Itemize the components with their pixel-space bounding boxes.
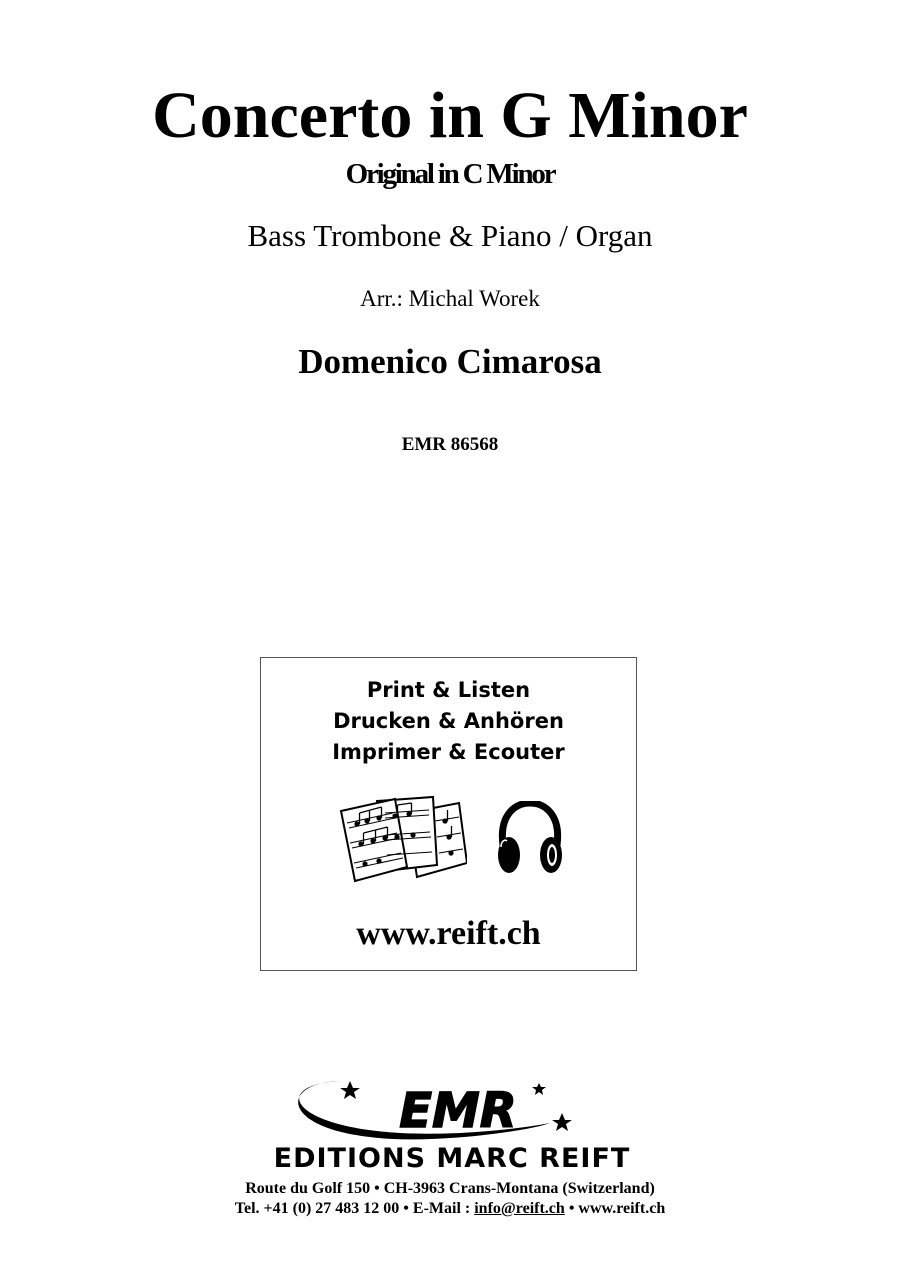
emr-logo <box>230 1075 680 1175</box>
promo-line-german: Drucken & Anhören <box>333 709 564 733</box>
publisher-name: EDITIONS MARC REIFT <box>273 1143 631 1174</box>
promo-line-french: Imprimer & Ecouter <box>332 740 565 764</box>
headphones-icon <box>495 801 565 877</box>
arranger: Arr.: Michal Worek <box>360 286 540 311</box>
publisher-website[interactable]: • www.reift.ch <box>564 1200 666 1217</box>
sheet-music-icon <box>337 791 467 891</box>
print-listen-box <box>260 657 637 971</box>
page-subtitle: Original in C Minor <box>345 158 555 190</box>
page-title: Concerto in G Minor <box>152 79 748 152</box>
publisher-contact <box>0 1199 900 1219</box>
promo-website[interactable]: www.reift.ch <box>356 915 541 952</box>
publisher-email-link[interactable]: info@reift.ch <box>474 1200 565 1217</box>
catalog-code: EMR 86568 <box>401 434 499 455</box>
publisher-address: Route du Golf 150 • CH-3963 Crans-Montana (Switzerland) <box>245 1180 655 1197</box>
composer: Domenico Cimarosa <box>298 342 602 381</box>
promo-line-english: Print & Listen <box>366 678 531 702</box>
instrumentation: Bass Trombone & Piano / Organ <box>247 218 653 253</box>
emr-logo-text: EMR <box>399 1083 517 1139</box>
publisher-phone: Tel. +41 (0) 27 483 12 00 • E-Mail : <box>234 1200 475 1217</box>
